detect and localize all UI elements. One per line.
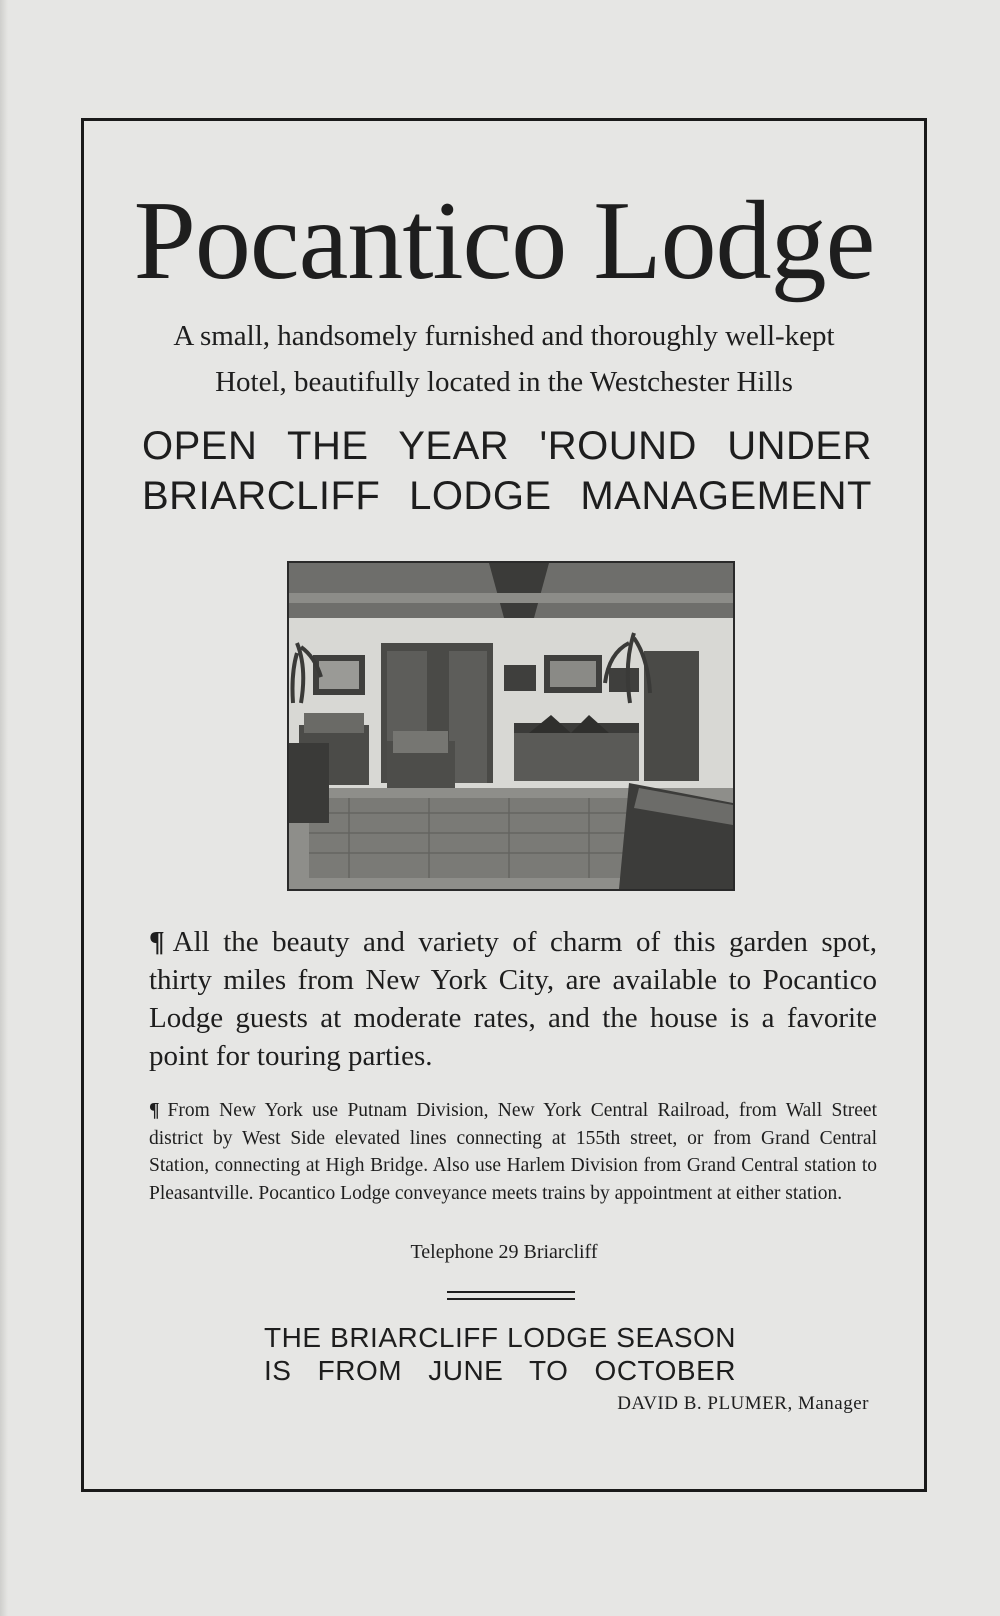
ad-headline xyxy=(142,421,872,521)
description-paragraph xyxy=(149,923,877,1075)
double-rule-divider xyxy=(447,1291,575,1300)
pilcrow-icon: ¶ xyxy=(149,1100,160,1121)
season-notice xyxy=(264,1321,736,1387)
directions-paragraph xyxy=(149,1097,877,1207)
advertisement-frame xyxy=(81,118,927,1492)
headline-line-1: OPEN THE YEAR 'ROUND UNDER xyxy=(142,424,872,468)
description-text: All the beauty and variety of charm of this garden spot, thirty miles from New York City, are available to Pocantico Lodge guests at moderate rates, and the house is a favorite point for touring parties. xyxy=(149,926,877,1072)
pilcrow-icon: ¶ xyxy=(149,926,165,958)
season-line-2: IS FROM JUNE TO OCTOBER xyxy=(264,1355,736,1386)
page-edge xyxy=(0,0,8,1616)
manager-name: DAVID B. PLUMER, xyxy=(617,1393,793,1414)
telephone-line: Telephone 29 Briarcliff xyxy=(410,1241,598,1263)
manager-title: Manager xyxy=(797,1393,869,1414)
directions-text: From New York use Putnam Division, New York Central Railroad, from Wall Street district by West Side elevated lines connecting at 155th street, or from Grand Central Station, connecting at High Bridge. Also use Harlem Division from Grand Central station to Pleasantville. Pocantico Lodge conveyance meets trains by appointment at either station. xyxy=(149,1100,877,1204)
headline-line-2: BRIARCLIFF LODGE MANAGEMENT xyxy=(142,474,872,518)
ad-title: Pocantico Lodge xyxy=(133,179,875,303)
ad-subtitle: A small, handsomely furnished and thoroughly well-kept Hotel, beautifully located in the Westchester Hills xyxy=(173,320,835,398)
lodge-interior-photo-icon xyxy=(287,561,735,891)
manager-signature xyxy=(617,1393,869,1415)
season-line-1: THE BRIARCLIFF LODGE SEASON xyxy=(264,1322,736,1353)
